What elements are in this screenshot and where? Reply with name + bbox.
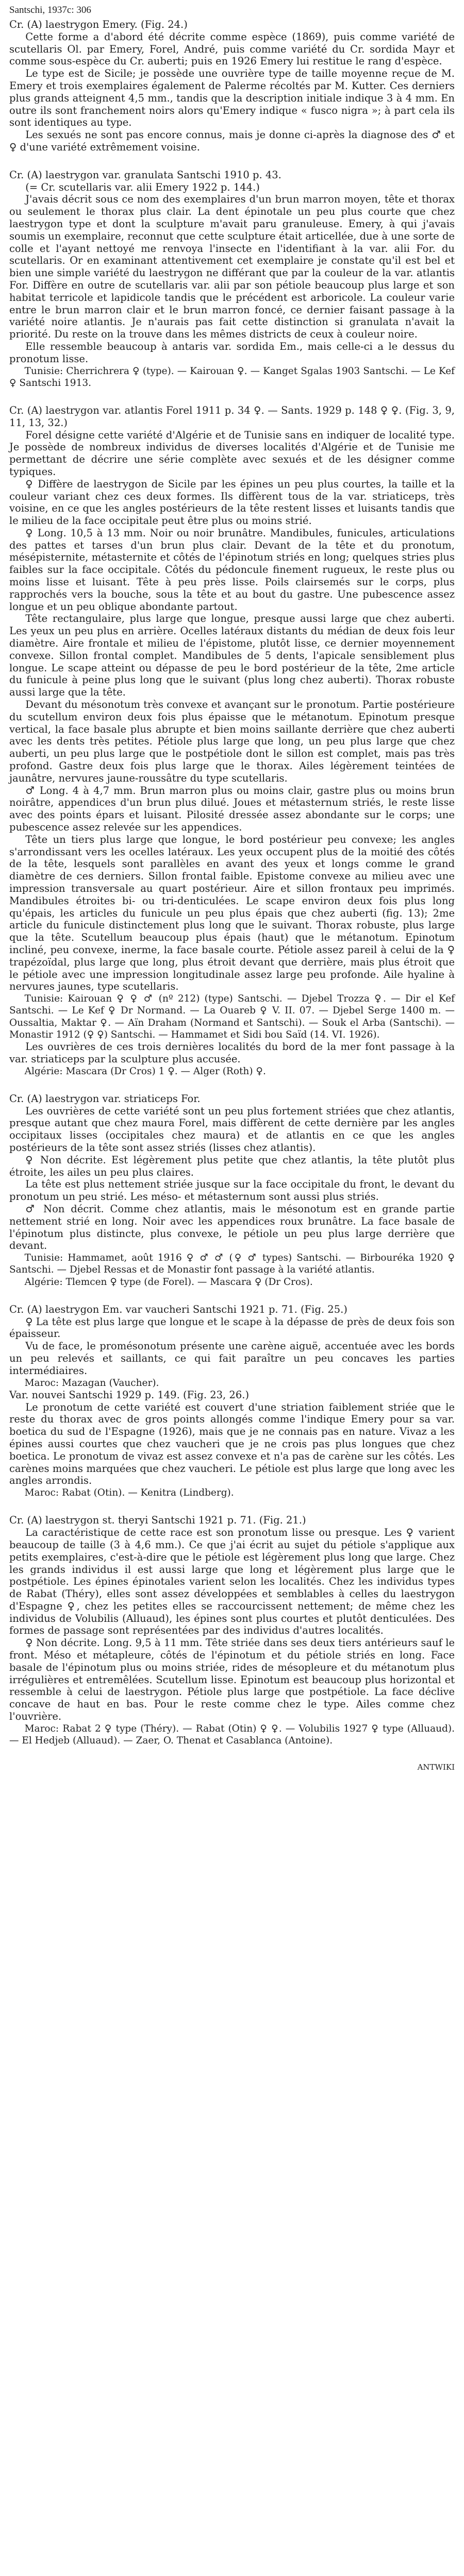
paragraph: Tête rectangulaire, plus large que longue, presque aussi large que chez auberti. Les yeux un peu plus en arrière. Ocelles latéraux distants du médian de deux fois leur diamètre. Aire frontale et milieu de l'épistome, plutôt lisse, ce dernier moyennement convexe. Sillon frontal complet. Mandibules de 5 dents, l'apicale sensiblement plus longue. Le scape atteint ou dépasse de peu le bord postérieur de la tête, 2me article du funicule à peine plus long que le suivant (plus long chez auberti). Thorax robuste aussi large que la tête. — [9, 613, 455, 699]
paragraph: Tête un tiers plus large que longue, le bord postérieur peu convexe; les angles s'arrondissant vers les ocelles latéraux. Les yeux occupent plus de la moitié des côtés de la tête, lesquels sont parallèles en avant des yeux et longs comme le grand diamètre de ces derniers. Sillon frontal faible. Epistome convexe au milieu avec une impression transversale au quart postérieur. Aire et sillon frontaux peu imprimés. Mandibules étroites bi- ou tri-denticulées. Le scape environ deux fois plus long qu'épais, les articles du funicule un peu plus épais que chez auberti (fig. 13); 2me article du funicule distinctement plus long que le suivant. Thorax robuste, plus large que la tête. Scutellum beaucoup plus épais (haut) que le métanotum. Epinotum incliné, peu convexe, inerme, la face basale courte. Pétiole assez pareil à celui de la ♀ trapézoïdal, plus large que long, plus étroit devant que derrière, mais plus étroit que le pétiole avec une impression longitudinale assez large peu profonde. Aile hyaline à nervures jaunes, type scutellaris. — [9, 833, 455, 993]
paragraph: Les ouvrières de cette variété sont un peu plus fortement striées que chez atlantis, presque autant que chez maura Forel, mais diffèrent de cette dernière par les angles occipitaux lisses (occipitales chez maura) et de atlantis en ce que les angles postérieurs de la tête sont assez striés (lisses chez atlantis). — [9, 1105, 455, 1154]
section-striaticeps — [9, 1093, 455, 1288]
paragraph: ♀ Non décrite. Est légèrement plus petite que chez atlantis, la tête plutôt plus étroite, les ailes un peu plus claires. — [9, 1154, 455, 1178]
paragraph: La tête est plus nettement striée jusque sur la face occipitale du front, le devant du pronotum un peu strié. Les méso- et métasternum sont aussi plus striés. — [9, 1178, 455, 1203]
paragraph: ♂ Long. 4 à 4,7 mm. Brun marron plus ou moins clair, gastre plus ou moins brun noirâtre, appendices d'un brun plus dilué. Joues et métasternum striés, le reste lisse avec des points épars et luisant. Pilosité dressée assez abondante sur le corps; une pubescence assez relevée sur les appendices. — [9, 784, 455, 834]
locality-paragraph: Maroc: Mazagan (Vaucher). — [24, 1377, 159, 1388]
paragraph: Les ouvrières de ces trois dernières localités du bord de la mer font passage à la var. striaticeps par la sculpture plus accusée. — [9, 1040, 455, 1065]
paragraph: ♀ La tête est plus large que longue et le scape à la dépasse de près de deux fois son épaisseur. — [9, 1315, 455, 1340]
paragraph: Le pronotum de cette variété est couvert d'une striation faiblement striée que le reste du thorax avec de gros points allongés comme l'indique Emery pour sa var. boetica du sud de l'Espagne (1926), mais que je ne connais pas en nature. Vivaz a les épines aussi courtes que chez vaucheri que je ne crois pas plus longues que chez boetica. Le pronotum de vivaz est assez convexe et n'a pas de carène sur les côtés. Les carènes moins marquées que chez vaucheri. Le pétiole est plus large que long avec les angles arrondis. — [9, 1401, 455, 1487]
subsection-title: Var. nouvei Santschi 1929 p. 149. (Fig. 23, 26.) — [9, 1388, 250, 1401]
locality-paragraph: Maroc: Rabat (Otin). — Kenitra (Lindberg). — [24, 1487, 234, 1499]
section-title: Cr. (A) laestrygon Em. var vaucheri Santschi 1921 p. 71. (Fig. 25.) — [9, 1303, 347, 1315]
section-title: Cr. (A) laestrygon var. atlantis Forel 1911 p. 34 ♀. — Sants. 1929 p. 148 ♀ ♀. (Fig. 3, 9, 11, 13, 32.) — [9, 404, 455, 429]
synonym-line: (= Cr. scutellaris var. alii Emery 1922 p. 144.) — [25, 181, 260, 193]
locality-paragraph: Algérie: Mascara (Dr Cros) 1 ♀. — Alger (Roth) ♀. — [24, 1065, 266, 1077]
section-title: Cr. (A) laestrygon st. theryi Santschi 1921 p. 71. (Fig. 21.) — [9, 1514, 306, 1527]
paragraph: Devant du mésonotum très convexe et avançant sur le pronotum. Partie postérieure du scutellum environ deux fois plus épaisse que le métanotum. Epinotum presque vertical, la face basale plus abrupte et bien moins saillante derrière que chez auberti avec les dents très petites. Pétiole plus large que long, un peu plus large que chez auberti, un peu plus large que le postpétiole dont le sillon est complet, mais pas très profond. Gastre deux fois plus large que le thorax. Ailes légèrement teintées de jaunâtre, nervures jaune-roussâtre du type scutellaris. — [9, 699, 455, 784]
section-laestrygon — [9, 19, 455, 154]
section-atlantis — [9, 404, 455, 1077]
paragraph: La caractéristique de cette race est son pronotum lisse ou presque. Les ♀ varient beaucoup de taille (3 à 4,6 mm.). Ce que j'ai écrit au sujet du pétiole s'applique aux petits exemplaires, c'est-à-dire que le pétiole est légèrement plus long que large. Chez les grands individus il est aussi large que long et légèrement plus large que le postpétiole. Les épines épinotales varient selon les localités. Chez les individus types de Rabat (Théry), elles sont assez développées et semblables à celles du laestrygon d'Espagne ♀, chez les petites elles se raccourcissent nettement; de même chez les individus de Volubilis (Alluaud), les épines sont plus courtes et plutôt denticulées. Des formes de passage sont représentées par des individus d'autres localités. — [9, 1527, 455, 1637]
locality-paragraph: Algérie: Tlemcen ♀ type (de Forel). — Mascara ♀ (Dr Cros). — [24, 1276, 313, 1287]
paragraph: ♀ Diffère de laestrygon de Sicile par les épines un peu plus courtes, la taille et la couleur variant chez ces deux formes. Ils diffèrent tous de la var. striaticeps, très voisine, en ce que les angles postérieurs de la tête restent lisses et luisants tandis que le milieu de la face occipitale peut être plus ou moins strié. — [9, 478, 455, 527]
section-title: Cr. (A) laestrygon var. striaticeps For. — [9, 1092, 201, 1105]
locality-paragraph: Tunisie: Kairouan ♀ ♀ ♂ (nº 212) (type) Santschi. — Djebel Trozza ♀. — Dir el Kef Santschi. — Le Kef ♀ Dr Normand. — La Ouareb ♀ V. II. 07. — Djebel Serge 1400 m. — Oussaltia, Maktar ♀. — Aïn Draham (Normand et Santschi). — Souk el Arba (Santschi). — Monastir 1912 (♀ ♀) Santschi. — Hammamet et Sidi bou Saïd (14. VI. 1926). — [9, 993, 455, 1040]
paragraph: Vu de face, le promésonotum présente une carène aiguë, accentuée avec les bords un peu relevés et saillants, ce qui fait paraître un peu concaves les parties intermédiaires. — [9, 1340, 455, 1377]
section-granulata — [9, 169, 455, 389]
paragraph: J'avais décrit sous ce nom des exemplaires d'un brun marron moyen, tête et thorax ou seulement le thorax plus clair. La dent épinotale un peu plus courte que chez laestrygon type et dont la sculpture m'avait paru granuleuse. Emery, à qui j'avais soumis un exemplaire, reconnut que cette sculpture était articellée, due à une sorte de colle et l'ayant nettoyé me renvoya l'insecte en l'identifiant à la var. alii For. du scutellaris. Or en examinant attentivement cet exemplaire je constate qu'il est bel et bien une simple variété du laestrygon ne différant que par la couleur de la var. atlantis For. Diffère en outre de scutellaris var. alii par son pétiole beaucoup plus large et son habitat terricole et lapidicole tandis que le précédent est arboricole. La couleur varie entre le brun marron clair et le brun marron foncé, ce dernier faisant passage à la variété noire atlantis. Je n'aurais pas fait cette distinction si granulata n'avait la priorité. Du reste on la trouve dans les mêmes districts de ceux à couleur noire. — [9, 193, 455, 341]
paragraph: Le type est de Sicile; je possède une ouvrière type de taille moyenne reçue de M. Emery et trois exemplaires également de Palerme récoltés par M. Kutter. Ces derniers plus grands atteignent 4,5 mm., tandis que la description initiale indique 3 à 4 mm. En outre ils sont franchement noirs alors qu'Emery indique « fusco nigra »; à part cela ils sont identiques au type. — [9, 67, 455, 129]
paragraph: Les sexués ne sont pas encore connus, mais je donne ci-après la diagnose des ♂ et ♀ d'une variété extrêmement voisine. — [9, 129, 455, 153]
section-vaucheri — [9, 1303, 455, 1499]
paragraph: ♀ Non décrite. Long. 9,5 à 11 mm. Tête striée dans ses deux tiers antérieurs sauf le front. Méso et métapleure, côtés de l'épinotum et du pétiole striés en long. Face basale de l'épinotum plus ou moins striée, rides de mésopleure et du métanotum plus irrégulières et entremêlées. Scutellum lisse. Epinotum est beaucoup plus horizontal et ressemble à celui de laestrygon. Pétiole plus large que postpétiole. La face déclive concave de haut en bas. Pour le reste comme chez le type. Ailes comme chez l'ouvrière. — [9, 1637, 455, 1723]
paragraph: Cette forme a d'abord été décrite comme espèce (1869), puis comme variété de scutellaris Ol. par Emery, Forel, André, puis comme variété du Cr. sordida Mayr et comme sous-espèce du Cr. auberti; puis en 1926 Emery lui restitue le rang d'espèce. — [9, 30, 455, 67]
paragraph: Elle ressemble beaucoup à antaris var. sordida Em., mais celle-ci a le dessus du pronotum lisse. — [9, 340, 455, 365]
locality-paragraph: Tunisie: Hammamet, août 1916 ♀ ♂ ♂ (♀ ♂ types) Santschi. — Birbouréka 1920 ♀ Santschi. — Djebel Ressas et de Monastir font passage à la variété atlantis. — [9, 1252, 455, 1276]
paragraph: ♂ Non décrit. Comme chez atlantis, mais le mésonotum est en grande partie nettement strié en long. Noir avec les appendices roux brunâtre. La face basale de l'épinotum plus distincte, plus convexe, le pétiole un peu plus large derrière que devant. — [9, 1202, 455, 1252]
section-title: Cr. (A) laestrygon var. granulata Santschi 1910 p. 43. — [9, 168, 281, 181]
paragraph: Forel désigne cette variété d'Algérie et de Tunisie sans en indiquer de localité type. Je possède de nombreux individus de diverses localités d'Algérie et de Tunisie me permettant de décrire une série complète avec sexués et de les désigner comme typiques. — [9, 429, 455, 478]
section-title: Cr. (A) laestrygon Emery. (Fig. 24.) — [9, 19, 188, 30]
locality-paragraph: Tunisie: Cherrichrera ♀ (type). — Kairouan ♀. — Kanget Sgalas 1903 Santschi. — Le Kef ♀ Santschi 1913. — [9, 365, 455, 388]
running-header: Santschi, 1937c: 306 — [9, 5, 91, 15]
locality-paragraph: Maroc: Rabat 2 ♀ type (Théry). — Rabat (Otin) ♀ ♀. — Volubilis 1927 ♀ type (Alluaud). — El Hedjeb (Alluaud). — Zaer, O. Thenat et Casablanca (Antoine). — [9, 1723, 455, 1747]
paragraph: ♀ Long. 10,5 à 13 mm. Noir ou noir brunâtre. Mandibules, funicules, articulations des pattes et tarses d'un brun plus clair. Devant de la tête et du pronotum, mésépisternite, métasternite et côtés de l'épinotum striés en long; quelques stries plus faibles sur la face occipitale. Côtés du pédoncule finement rugueux, le reste plus ou moins lisse et luisant. Tête à peu près lisse. Poils clairsemés sur le corps, plus rapprochés vers la bouche, sous la tête et au bout du gastre. Une pubescence assez longue et un peu oblique abondante partout. — [9, 527, 455, 613]
watermark-footer: ANTWIKI — [417, 1762, 455, 1772]
section-theryi — [9, 1514, 455, 1747]
